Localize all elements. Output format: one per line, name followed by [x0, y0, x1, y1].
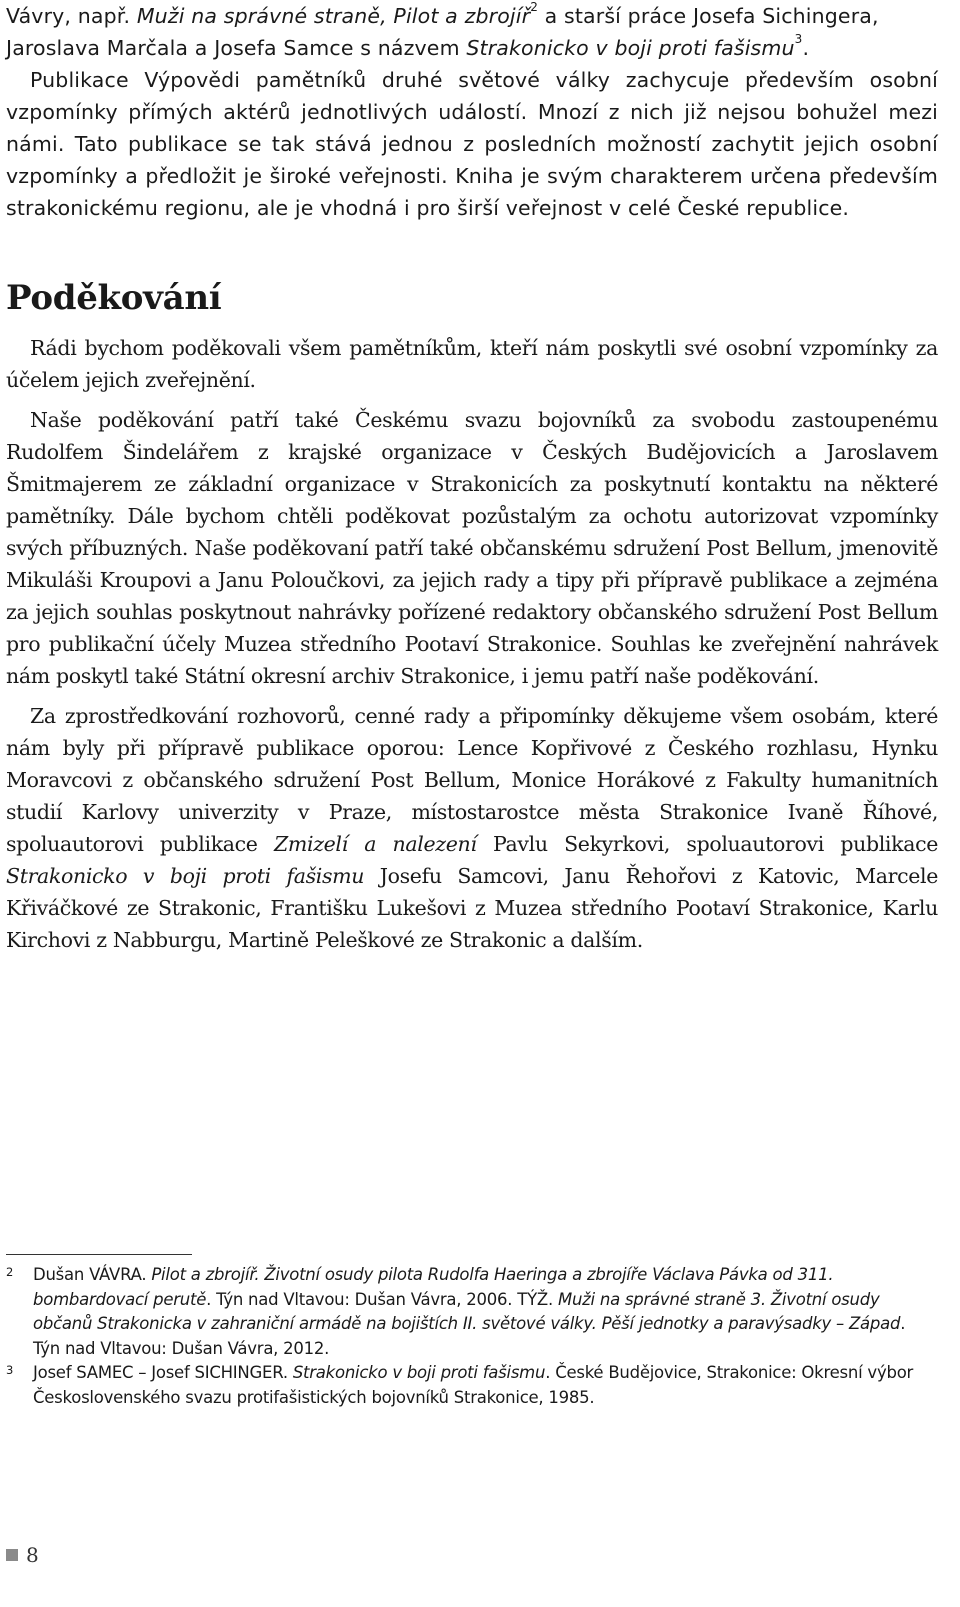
page-number: [6, 1543, 39, 1567]
ack-paragraph-3: [6, 700, 938, 956]
footnote-title: Strakonicko v boji proti fašismu: [292, 1363, 546, 1382]
page-number-text: 8: [26, 1543, 39, 1567]
book-title: Strakonicko v boji proti fašismu: [6, 864, 365, 888]
intro-paragraph-2: Publikace Výpovědi pamětníků druhé světové války zachycuje především osobní vzpomínky přímých aktérů jednotlivých událostí. Mnozí z nich již nejsou bohužel mezi námi. Tato publikace se tak stává jednou z posledních možností zachytit jejich osobní vzpomínky a předložit je široké veřejnosti. Kniha je svým charakterem určena především strakonickému regionu, ale je vhodná i pro širší veřejnost v celé České republice.: [6, 68, 938, 220]
ack-text: Pavlu Sekyrkovi, spoluautorovi publikace: [476, 832, 938, 856]
footnote-3: [6, 1361, 932, 1410]
intro-paragraph-1: [6, 0, 938, 64]
footnote-title: Pilot a zbrojíř. Životní osudy pilota Rudolfa Haeringa a zbrojíře Václava Pávka od 311. bombardovací perutě: [33, 1265, 834, 1309]
footnote-number: 2: [6, 1265, 14, 1279]
ack-text: Za zprostředkování rozhovorů, cenné rady a připomínky děkujeme všem osobám, které nám byly při přípravě publikace oporou: Lence Kopřivové z Českého rozhlasu, Hynku Moravcovi z občanského sdružení Post Bellum, Monice Horákové z Fakulty humanitních studií Karlovy univerzity v Praze, místostarostce města Strakonice Ivaně Říhové, spoluautorovi publikace: [6, 704, 938, 856]
footnote-divider: [6, 1254, 192, 1255]
intro-text: a starší práce Josefa Sichingera, Jaroslava Marčala a Josefa Samce s názvem: [6, 4, 879, 60]
footnote-2: [6, 1263, 932, 1361]
intro-text: Vávry, např.: [6, 4, 137, 28]
footnote-text: Dušan VÁVRA.: [33, 1265, 152, 1284]
book-title: Zmizelí a nalezení: [274, 832, 477, 856]
square-marker-icon: [6, 1549, 18, 1561]
footnote-text: . Týn nad Vltavou: Dušan Vávra, 2006. TÝŽ.: [206, 1289, 558, 1309]
section-heading: Poděkování: [6, 278, 222, 318]
footnote-number: 3: [6, 1363, 14, 1377]
book-title: Muži na správné straně, Pilot a zbrojíř: [136, 4, 531, 28]
footnote-text: Josef SAMEC – Josef SICHINGER.: [33, 1363, 293, 1382]
ack-paragraph-2: Naše poděkování patří také Českému svazu bojovníků za svobodu zastoupenému Rudolfem Šindelářem z krajské organizace v Českých Budějovicích a Jaroslavem Šmitmajerem ze základní organizace v Strakonicích za poskytnutí kontaktu na některé pamětníky. Dále bychom chtěli poděkovat pozůstalým za ochotu autorizovat vzpomínky svých příbuzných. Naše poděkovaní patří také občanskému sdružení Post Bellum, jmenovitě Mikuláši Kroupovi a Janu Poloučkovi, za jejich rady a tipy při přípravě publikace a zejména za jejich souhlas poskytnout nahrávky pořízené redaktory občanského sdružení Post Bellum pro publikační účely Muzea středního Pootaví Strakonice. Souhlas ke zveřejnění nahrávek nám poskytl také Státní okresní archiv Strakonice, i jemu patří naše poděkování.: [6, 408, 938, 688]
footnotes: [6, 1263, 932, 1410]
intro-block: [6, 0, 938, 224]
ack-text: Josefu Samcovi, Janu Řehořovi z Katovic, Marcele Křiváčkové ze Strakonic, Františku Lukešovi z Muzea středního Pootaví Strakonice, Karlu Kirchovi z Nabburgu, Martině Peleškové ze Strakonic a dalším.: [6, 864, 938, 952]
footnote-title: Muži na správné straně 3. Životní osudy občanů Strakonicka v zahraniční armádě na bojištích II. světové války. Pěší jednotky a paravýsadky – Západ: [33, 1289, 901, 1333]
ack-paragraph-1: Rádi bychom poděkovali všem pamětníkům, kteří nám poskytli své osobní vzpomínky za účelem jejich zveřejnění.: [6, 336, 938, 392]
book-title: Strakonicko v boji proti fašismu: [466, 36, 795, 60]
acknowledgements-body: [6, 332, 938, 956]
footnote-ref: 3: [794, 32, 803, 46]
footnote-text: . Týn nad Vltavou: Dušan Vávra, 2012.: [33, 1314, 906, 1358]
footnote-ref: 2: [530, 0, 538, 14]
footnote-text: . České Budějovice, Strakonice: Okresní výbor Československého svazu protifašistických bojovníků Strakonice, 1985.: [33, 1363, 914, 1407]
page-content: [6, 0, 938, 956]
intro-text: .: [802, 36, 810, 60]
